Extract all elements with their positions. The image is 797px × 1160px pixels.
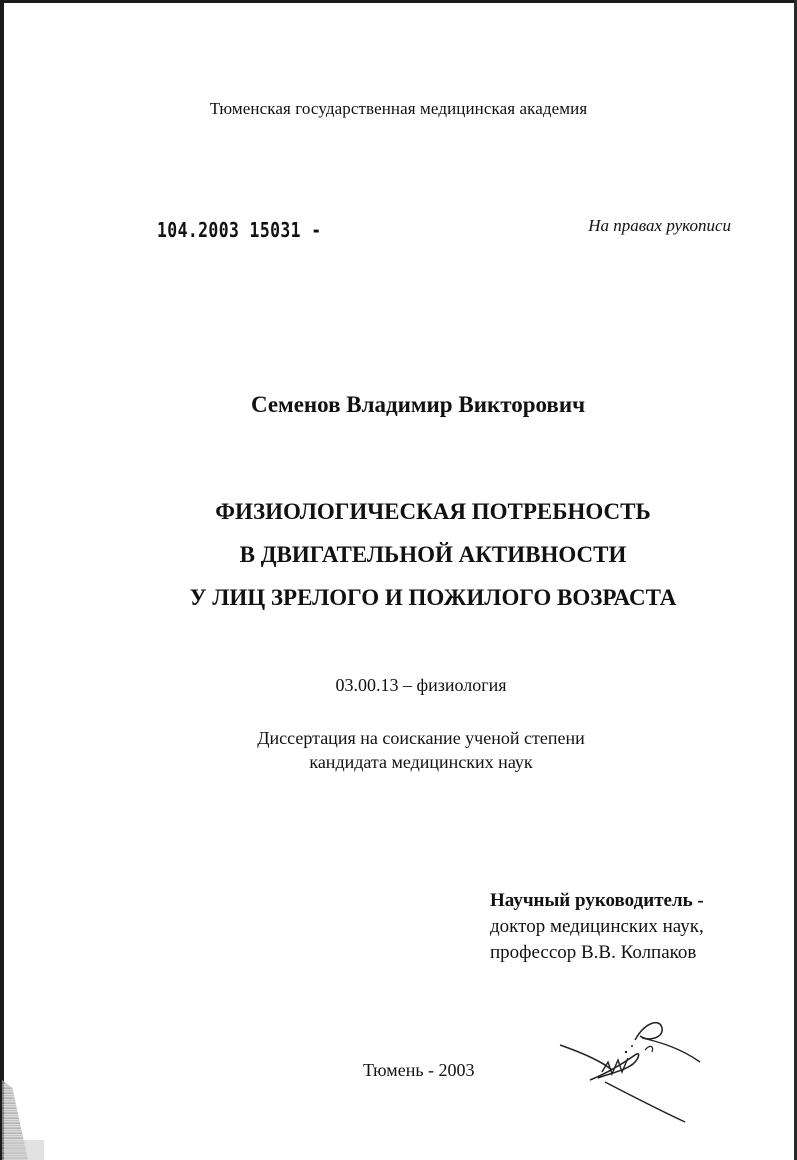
dissertation-title bbox=[0, 490, 797, 619]
title-line: В ДВИГАТЕЛЬНОЙ АКТИВНОСТИ bbox=[239, 542, 627, 567]
scan-artifact-corner bbox=[4, 1140, 44, 1160]
registry-number: 104.2003 15031 - bbox=[157, 218, 322, 242]
supervisor-degree: доктор медицинских наук, bbox=[490, 916, 704, 937]
supervisor-block bbox=[490, 888, 704, 966]
manuscript-rights-note: На правах рукописи bbox=[588, 216, 731, 235]
city-year: Тюмень - 2003 bbox=[363, 1060, 475, 1080]
degree-line: кандидата медицинских наук bbox=[309, 752, 533, 772]
specialty-code: 03.00.13 – физиология bbox=[335, 675, 507, 695]
scan-edge-top bbox=[0, 0, 797, 3]
institution-name: Тюменская государственная медицинская академия bbox=[209, 99, 588, 118]
degree-statement bbox=[0, 726, 797, 774]
handwritten-signature bbox=[550, 1000, 750, 1130]
author-name: Семенов Владимир Викторович bbox=[250, 392, 586, 417]
supervisor-name: профессор В.В. Колпаков bbox=[490, 942, 697, 963]
title-line: ФИЗИОЛОГИЧЕСКАЯ ПОТРЕБНОСТЬ bbox=[215, 499, 651, 524]
supervisor-heading: Научный руководитель - bbox=[490, 890, 704, 911]
title-line: У ЛИЦ ЗРЕЛОГО И ПОЖИЛОГО ВОЗРАСТА bbox=[189, 585, 677, 610]
degree-line: Диссертация на соискание ученой степени bbox=[257, 728, 585, 748]
